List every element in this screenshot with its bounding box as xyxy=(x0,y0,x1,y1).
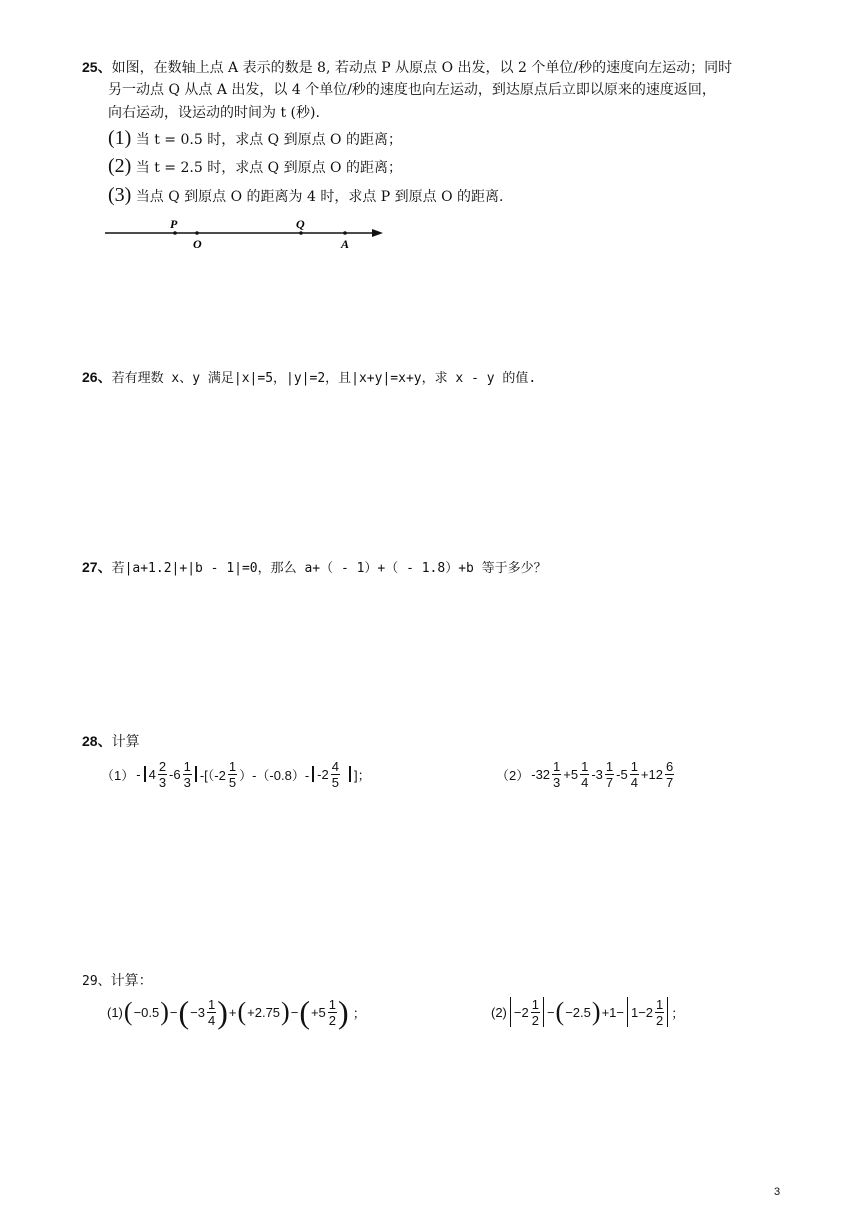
q29-title: 计算： xyxy=(110,973,153,989)
q28-p1-label: （1） xyxy=(101,767,135,783)
q29-p2-c: 1−2 xyxy=(630,1004,654,1020)
label-p: P xyxy=(170,217,178,231)
q25-text-line1: 如图，在数轴上点 A 表示的数是 8, 若动点 P 从原点 O 出发，以 2 个单位/秒的速度向左运动；同时 xyxy=(111,60,733,76)
num: 1 xyxy=(605,758,614,774)
q26-text: 若有理数 x、y 满足|x|=5，|y|=2，且|x+y|=x+y，求 x - y 的值. xyxy=(111,371,537,386)
q28-p2-fe xyxy=(665,759,674,790)
q29-p1-d: +5 xyxy=(310,1004,326,1020)
q28-p1-t3: -[（-2 xyxy=(199,767,226,783)
q28-p1-t6: ]； xyxy=(353,767,371,783)
q28-p2-fa xyxy=(552,759,561,790)
q29-p2-end: ； xyxy=(671,1005,685,1021)
page-number: 3 xyxy=(774,1186,781,1198)
q29-p2-a: −2 xyxy=(513,1004,529,1020)
q25-number: 25、 xyxy=(82,59,112,75)
q29-p1-a: −0.5 xyxy=(133,1004,160,1020)
q25-sub3-index: (3) xyxy=(108,184,132,206)
abs-bar-left-2 xyxy=(627,997,628,1027)
q25-sub2-text: 当 t = 2.5 时，求点 Q 到原点 O 的距离； xyxy=(135,160,402,176)
number-line-arrow xyxy=(372,229,383,237)
paren-close: ) xyxy=(591,997,601,1026)
q27-text: 若|a+1.2|+|b - 1|=0，那么 a+（ - 1）+（ - 1.8）+b 等于多少？ xyxy=(111,561,547,576)
den: 4 xyxy=(630,774,638,790)
q26-number: 26、 xyxy=(82,369,112,385)
q25-sub1 xyxy=(108,127,402,151)
point-p-dot xyxy=(173,231,177,235)
point-a-dot xyxy=(343,231,347,235)
q25-sub2 xyxy=(108,155,402,179)
paren-open: ( xyxy=(178,993,190,1030)
abs-bar-right-2 xyxy=(667,997,668,1027)
label-o: O xyxy=(193,237,202,251)
q28-p1-frac3 xyxy=(228,759,237,790)
den: 2 xyxy=(328,1012,337,1028)
point-q-dot xyxy=(299,231,303,235)
q28-p2-a: -32 xyxy=(531,766,551,782)
num: 1 xyxy=(328,996,337,1012)
q29-p2-label: (2) xyxy=(491,1004,507,1020)
q28-p1-frac1 xyxy=(158,759,167,790)
q29-p1-minus1: − xyxy=(169,1004,178,1020)
q28-part1 xyxy=(100,756,372,792)
q25-text-line3: 向右运动，设运动的时间为 t (秒). xyxy=(108,105,320,121)
q29-p1-plus: + xyxy=(228,1004,237,1020)
paren-open: ( xyxy=(555,997,565,1026)
q29-p1-fd xyxy=(328,997,337,1028)
den: 4 xyxy=(581,774,589,790)
num: 1 xyxy=(553,758,561,774)
q28-p1-t5: -2 xyxy=(317,766,329,782)
q25-line1 xyxy=(82,56,732,79)
q28-p2-d: -5 xyxy=(616,766,628,782)
abs-bar-right xyxy=(543,997,544,1027)
q27 xyxy=(82,556,547,580)
paren-close: ) xyxy=(217,993,228,1030)
q29-p1-c: +2.75 xyxy=(247,1004,281,1020)
q25-sub1-text: 当 t = 0.5 时，求点 Q 到原点 O 的距离； xyxy=(135,132,402,148)
q25-sub1-index: (1) xyxy=(108,127,132,149)
q28-p1-frac2 xyxy=(183,759,192,790)
q29-p1-minus2: − xyxy=(290,1004,299,1020)
abs-bar-right-2 xyxy=(349,766,351,782)
den: 2 xyxy=(531,1012,539,1028)
den: 3 xyxy=(183,774,191,790)
label-q: Q xyxy=(296,217,305,231)
q29-heading xyxy=(82,970,153,993)
q28-title: 计算 xyxy=(111,734,140,750)
q28-heading xyxy=(82,730,140,753)
label-a: A xyxy=(341,237,350,251)
paren-open: ( xyxy=(123,997,133,1026)
num: 1 xyxy=(581,758,589,774)
q29-p2-fc xyxy=(655,997,664,1028)
q29-part2 xyxy=(490,992,685,1032)
q28-number: 28、 xyxy=(82,733,112,749)
q25-sub2-index: (2) xyxy=(108,155,132,177)
paren-open: ( xyxy=(237,997,247,1026)
q28-p2-b: +5 xyxy=(563,766,579,782)
q25-sub3 xyxy=(108,184,504,208)
num: 1 xyxy=(531,996,539,1012)
q28-p2-fd xyxy=(630,759,639,790)
q25-sub3-text: 当点 Q 到原点 O 的距离为 4 时，求点 P 到原点 O 的距离. xyxy=(135,189,504,205)
q29-p1-label: (1) xyxy=(107,1004,123,1020)
number-line-figure xyxy=(100,212,390,252)
num: 1 xyxy=(228,758,237,774)
num: 1 xyxy=(207,996,216,1012)
q28-p1-frac4 xyxy=(331,759,340,790)
q29-p2-plus1: +1− xyxy=(601,1004,624,1020)
abs-bar-left xyxy=(144,766,146,782)
q28-p2-e: +12 xyxy=(640,766,663,782)
q29-p1-fb xyxy=(207,997,216,1028)
q29-number: 29、 xyxy=(82,974,111,989)
q28-p2-fc xyxy=(605,759,614,790)
den: 5 xyxy=(228,774,237,790)
q28-p2-c: -3 xyxy=(591,766,603,782)
point-o-dot xyxy=(195,231,199,235)
paren-close: ) xyxy=(281,997,290,1026)
den: 7 xyxy=(605,774,614,790)
q25-text-line2: 另一动点 Q 从点 A 出发，以 4 个单位/秒的速度也向左运动，到达原点后立即以原来的速度返回， xyxy=(108,82,716,98)
abs-bar-left-2 xyxy=(312,766,314,782)
q28-part2 xyxy=(495,756,675,792)
num: 1 xyxy=(656,996,664,1012)
num: 4 xyxy=(331,758,339,774)
q28-p1-t1: 4 xyxy=(148,766,156,782)
den: 2 xyxy=(656,1012,664,1028)
q29-p2-b: −2.5 xyxy=(565,1004,591,1020)
num: 2 xyxy=(158,758,167,774)
abs-bar-left xyxy=(510,997,511,1027)
q29-p2-minus1: − xyxy=(546,1004,555,1020)
q29-p1-end: ； xyxy=(352,1005,366,1021)
den: 4 xyxy=(207,1012,216,1028)
q29-p2-fa xyxy=(531,997,540,1028)
paren-open: ( xyxy=(299,993,310,1030)
den: 3 xyxy=(158,774,167,790)
paren-close: ) xyxy=(338,993,349,1030)
q28-p1-t2: -6 xyxy=(169,766,181,782)
den: 3 xyxy=(553,774,561,790)
q26 xyxy=(82,366,536,390)
q27-number: 27、 xyxy=(82,559,112,575)
q28-p2-label: （2） xyxy=(496,767,530,783)
num: 1 xyxy=(183,758,191,774)
abs-bar-right xyxy=(195,766,197,782)
paren-close: ) xyxy=(160,997,169,1026)
q29-part1 xyxy=(106,992,367,1032)
q28-p1-t4: ）-（-0.8）- xyxy=(239,767,310,783)
num: 6 xyxy=(665,758,674,774)
q28-p1-t0: - xyxy=(136,766,141,782)
num: 1 xyxy=(630,758,638,774)
den: 5 xyxy=(331,774,339,790)
den: 7 xyxy=(665,774,674,790)
q28-p2-fb xyxy=(580,759,589,790)
q29-p1-b: −3 xyxy=(190,1004,205,1020)
